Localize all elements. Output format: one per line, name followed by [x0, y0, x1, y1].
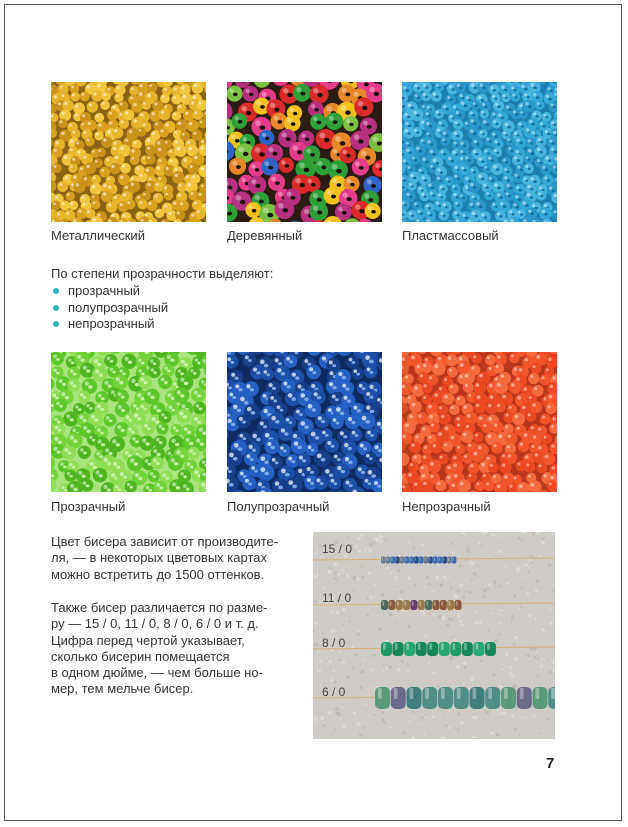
- metallic-beads-photo: [51, 82, 206, 222]
- transparent-beads-photo: [51, 352, 206, 492]
- bullet-icon: [53, 321, 59, 327]
- size-paragraph: [51, 600, 301, 698]
- opaque-beads-photo: [402, 352, 557, 492]
- caption-transparent: Прозрачный: [51, 499, 126, 514]
- paragraph-line: можно встретить до 1500 оттенков.: [51, 566, 265, 582]
- bead-sizes-photo: [313, 532, 555, 739]
- caption-metallic: Металлический: [51, 228, 145, 243]
- bullet-icon: [53, 305, 59, 311]
- list-item-label: непрозрачный: [68, 316, 155, 331]
- paragraph-line: Цвет бисера зависит от производите-: [51, 534, 279, 549]
- caption-opaque: Непрозрачный: [402, 499, 491, 514]
- list-item: [51, 300, 168, 317]
- bullet-icon: [53, 288, 59, 294]
- list-item: [51, 316, 168, 333]
- paragraph-line: Также бисер различается по разме-: [51, 600, 268, 615]
- transparency-list: [51, 283, 168, 333]
- caption-plastic: Пластмассовый: [402, 228, 499, 243]
- paragraph-line: Цифра перед чертой указывает,: [51, 632, 245, 648]
- size-label-6: 6 / 0: [322, 685, 346, 699]
- transparency-intro: По степени прозрачности выделяют:: [51, 266, 274, 281]
- list-item-label: полупрозрачный: [68, 299, 169, 315]
- size-label-8: 8 / 0: [322, 636, 346, 650]
- list-item-label: прозрачный: [68, 283, 141, 298]
- translucent-beads-photo: [227, 352, 382, 492]
- paragraph-line: сколько бисерин помещается: [51, 648, 230, 664]
- color-paragraph: [51, 534, 301, 583]
- paragraph-line: ля, — в некоторых цветовых картах: [51, 550, 267, 566]
- list-item: [51, 283, 168, 300]
- page-number: 7: [546, 755, 555, 772]
- caption-wooden: Деревянный: [227, 228, 303, 243]
- size-label-15: 15 / 0: [322, 542, 353, 556]
- size-label-11: 11 / 0: [322, 591, 352, 605]
- plastic-beads-photo: [402, 82, 557, 222]
- paragraph-line: мер, тем мельче бисер.: [51, 681, 194, 697]
- paragraph-line: ру — 15 / 0, 11 / 0, 8 / 0, 6 / 0 и т. д.: [51, 616, 259, 632]
- paragraph-line: в одном дюйме, — чем больше но-: [51, 665, 263, 681]
- caption-translucent: Полупрозрачный: [227, 499, 330, 514]
- wooden-beads-photo: [227, 82, 382, 222]
